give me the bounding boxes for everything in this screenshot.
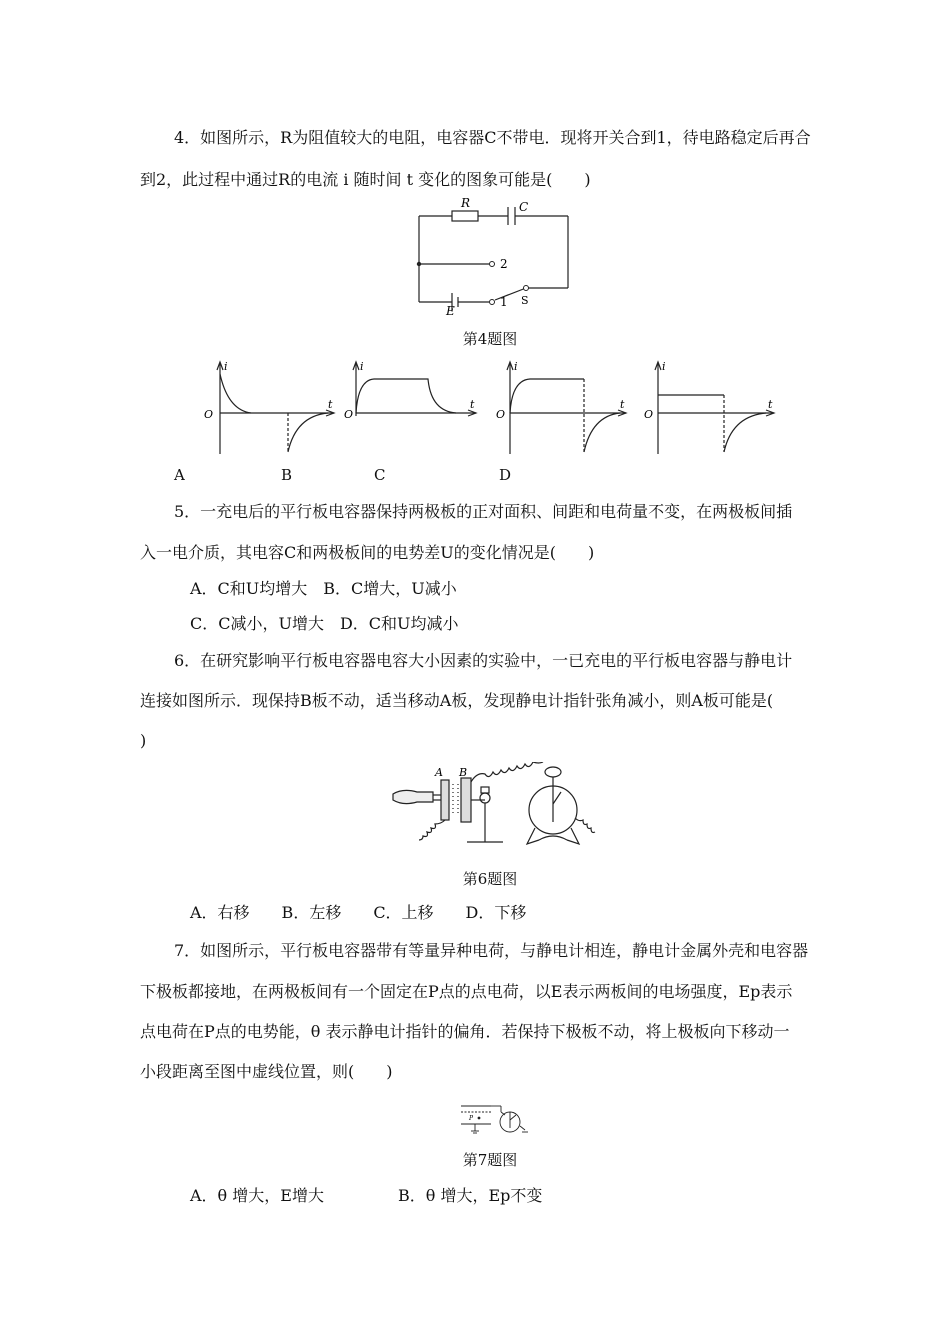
q6-text-line2: 连接如图所示．现保持B板不动，适当移动A板，发现静电计指针张角减小，则A板可能是( <box>140 691 774 710</box>
q7-text-line1: 7．如图所示，平行板电容器带有等量异种电荷，与静电计相连，静电计金属外壳和电容器 <box>174 941 809 960</box>
q7-text-line4: 小段距离至图中虚线位置，则( ) <box>140 1062 393 1081</box>
origin: O <box>344 408 354 421</box>
axis-i: i <box>360 360 364 373</box>
q5-options-ab: A．C和U均增大 B．C增大，U减小 <box>190 579 457 598</box>
axis-t: t <box>328 398 333 411</box>
q4-circuit-diagram <box>405 196 585 318</box>
axis-i: i <box>224 360 228 373</box>
point-p-label: P <box>469 1115 474 1122</box>
q5-text-line2: 入一电介质，其电容C和两极板间的电势差U的变化情况是( ) <box>140 543 595 562</box>
label-s: S <box>521 294 529 307</box>
q4-graph-d <box>640 356 790 458</box>
q4-option-d-label: D <box>499 466 512 484</box>
label-1: 1 <box>500 295 508 309</box>
q5-text-line1: 5．一充电后的平行板电容器保持两极板的正对面积、间距和电荷量不变，在两极板间插 <box>174 502 793 521</box>
q7-text-line3: 点电荷在P点的电势能，θ 表示静电计指针的偏角．若保持下极板不动，将上极板向下移动一 <box>140 1022 790 1041</box>
plate-b-label: B <box>459 766 468 779</box>
q6-text-line3: ) <box>140 731 147 750</box>
label-r: R <box>461 196 471 210</box>
axis-i: i <box>662 360 666 373</box>
q7-option-b: B．θ 增大，Ep不变 <box>398 1186 543 1205</box>
q6-options: A．右移 B．左移 C．上移 D．下移 <box>190 903 527 922</box>
q7-figure-caption: 第7题图 <box>462 1151 518 1169</box>
label-e: E <box>446 304 455 318</box>
label-c: C <box>519 200 529 214</box>
axis-t: t <box>620 398 625 411</box>
origin: O <box>204 408 214 421</box>
q6-figure-caption: 第6题图 <box>462 870 518 888</box>
axis-t: t <box>470 398 475 411</box>
q4-text-line2: 到2，此过程中通过R的电流 i 随时间 t 变化的图象可能是( ) <box>140 170 591 189</box>
q7-capacitor-figure <box>455 1098 533 1140</box>
plate-a-label: A <box>435 766 443 779</box>
q4-graph-c <box>492 356 642 458</box>
q4-figure-caption: 第4题图 <box>462 330 518 348</box>
q6-apparatus-figure <box>385 762 600 854</box>
q7-option-a: A．θ 增大，E增大 <box>190 1186 324 1205</box>
axis-t: t <box>768 398 773 411</box>
q4-graph-b <box>336 356 486 458</box>
q4-option-a-label: A <box>174 466 185 484</box>
origin: O <box>644 408 654 421</box>
label-2: 2 <box>500 257 508 271</box>
q5-options-cd: C．C减小，U增大 D．C和U均减小 <box>190 614 459 633</box>
axis-i: i <box>514 360 518 373</box>
q4-text-line1: 4．如图所示，R为阻值较大的电阻，电容器C不带电．现将开关合到1，待电路稳定后再合 <box>174 128 811 147</box>
q6-text-line1: 6．在研究影响平行板电容器电容大小因素的实验中，一已充电的平行板电容器与静电计 <box>174 651 793 670</box>
q7-text-line2: 下极板都接地，在两极板间有一个固定在P点的点电荷，以E表示两板间的电场强度，Ep表示 <box>140 982 793 1001</box>
origin: O <box>496 408 506 421</box>
q4-graph-a <box>196 356 346 458</box>
q4-option-b-label: B <box>281 466 293 484</box>
q4-option-c-label: C <box>374 466 386 484</box>
